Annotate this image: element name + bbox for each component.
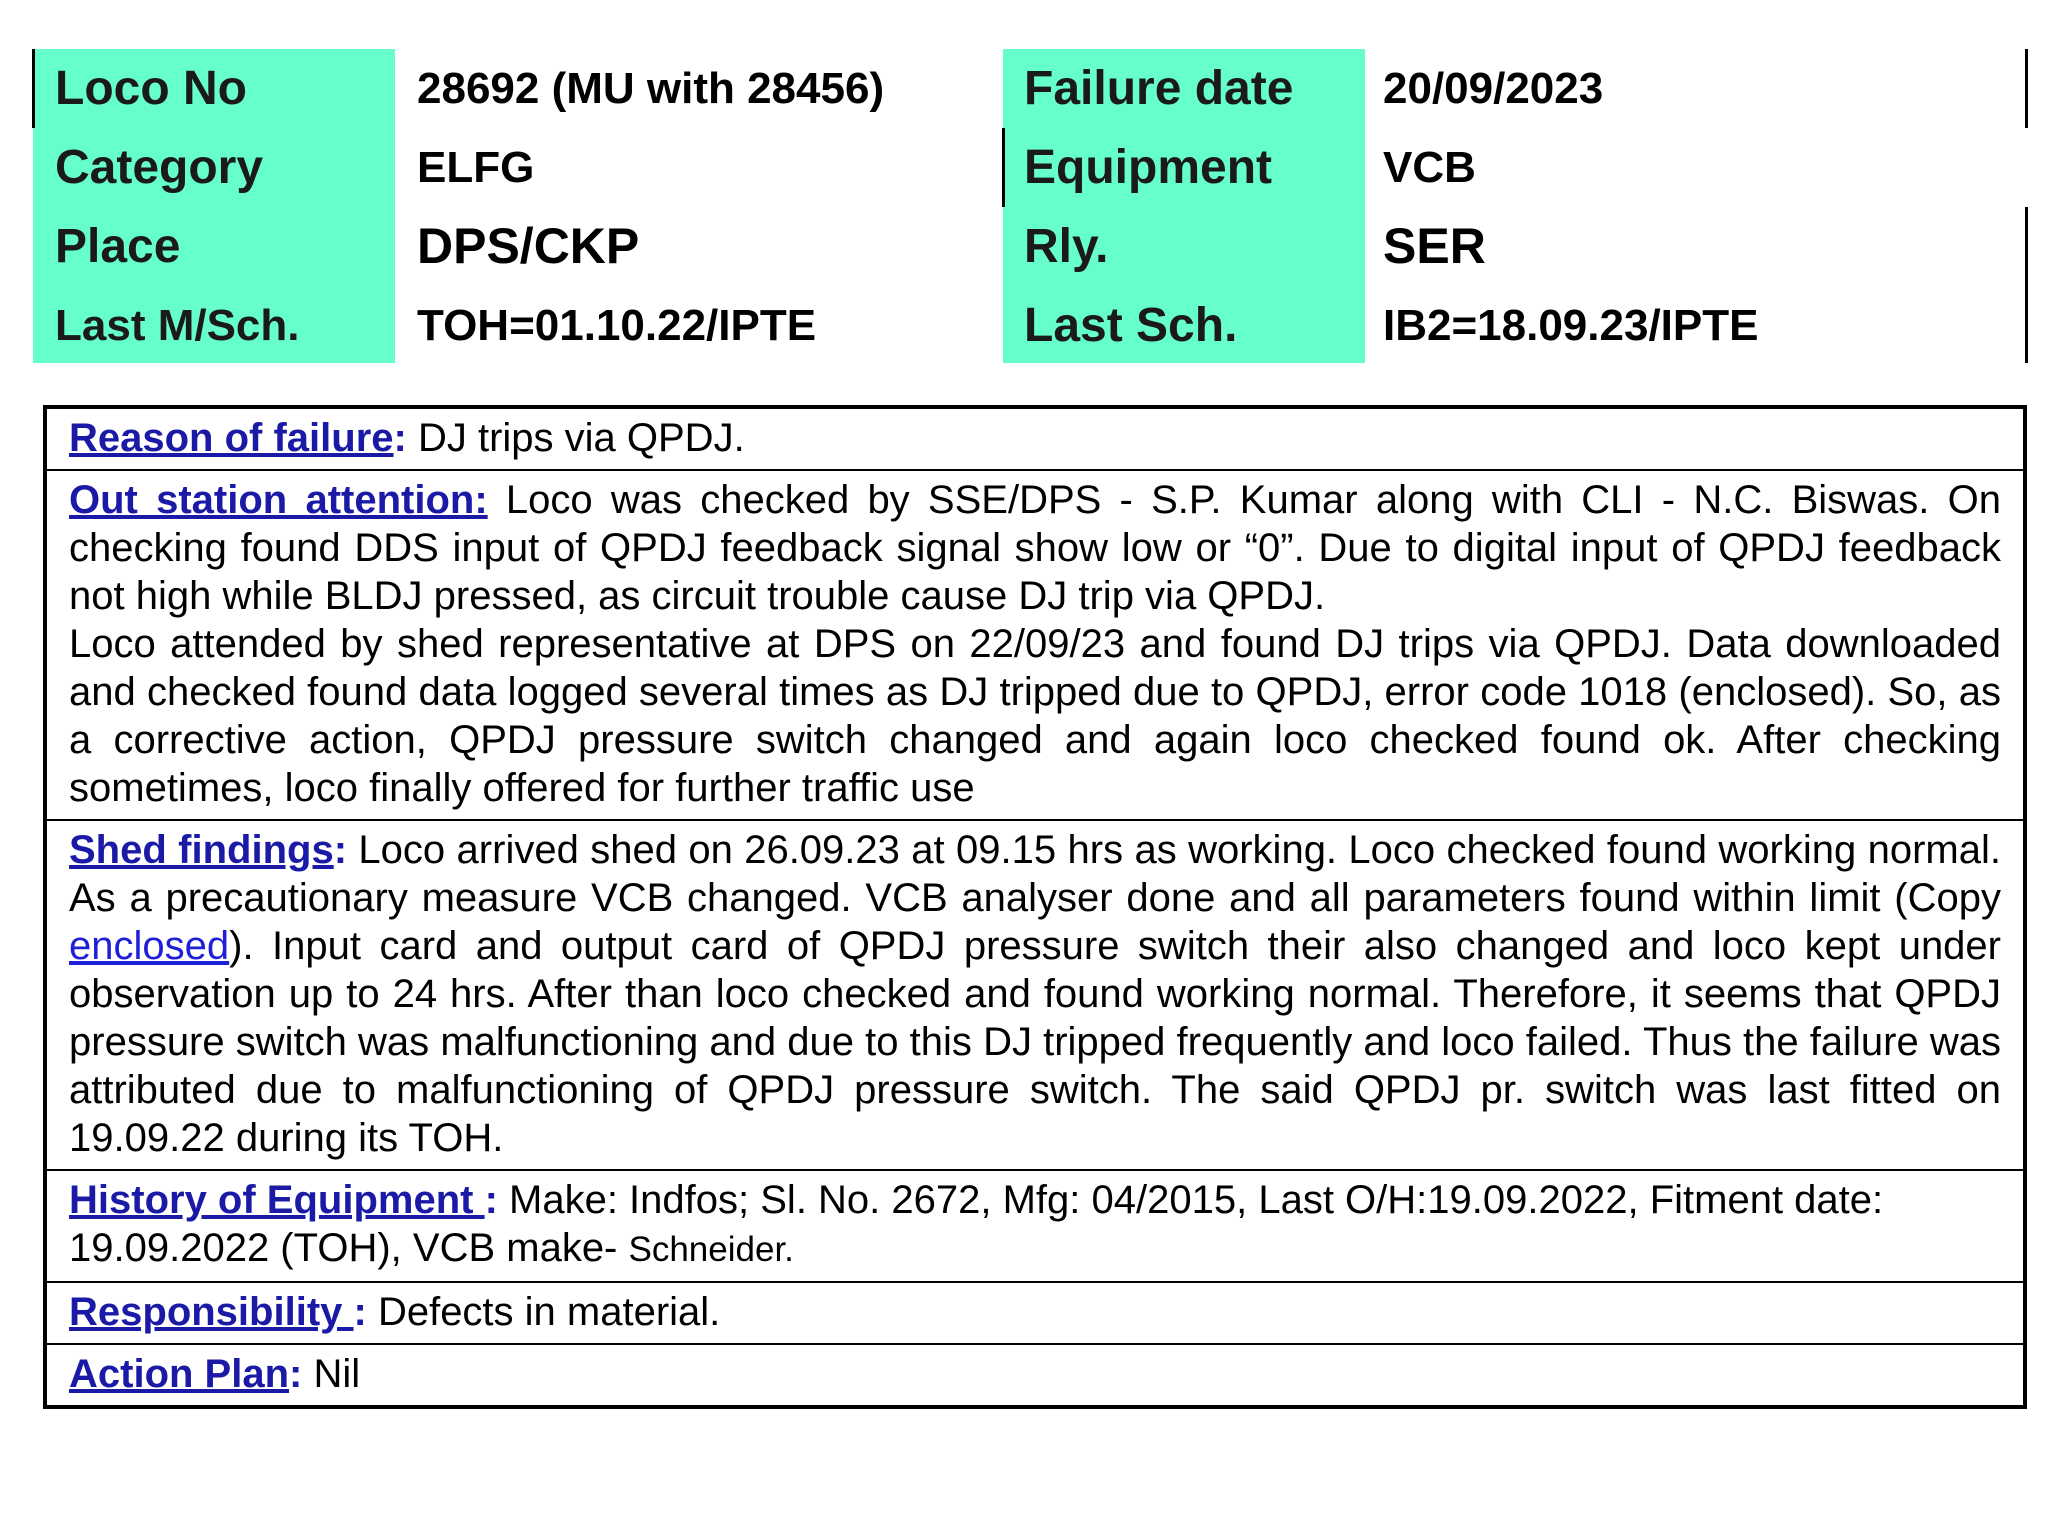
out-station-cell xyxy=(45,470,2025,820)
equipment-value: VCB xyxy=(1383,143,1476,192)
equipment-label: Equipment xyxy=(1024,141,1272,194)
action-plan-text: Nil xyxy=(302,1352,361,1396)
history-cell xyxy=(45,1170,2025,1282)
rly-value: SER xyxy=(1383,218,1486,274)
shed-findings-colon: : xyxy=(333,828,348,872)
history-colon: : xyxy=(484,1178,498,1222)
shed-findings-text-1: Loco arrived shed on 26.09.23 at 09.15 hrs as working. Loco checked found working normal. As a precautionary measure VCB changed. VCB analyser done and all parameters found within limit (Copy xyxy=(69,828,2002,920)
header-divider xyxy=(1002,128,1005,207)
responsibility-title: Responsibility xyxy=(69,1290,354,1334)
history-row xyxy=(45,1170,2025,1282)
out-station-row xyxy=(45,470,2025,820)
header-divider xyxy=(2025,49,2028,128)
last-sch-label: Last Sch. xyxy=(1024,299,1238,352)
reason-title: Reason of failure xyxy=(69,416,394,460)
responsibility-cell xyxy=(45,1282,2025,1344)
responsibility-colon: : xyxy=(353,1290,367,1334)
history-text: Make: Indfos; Sl. No. 2672, Mfg: 04/2015, Last O/H:19.09.2022, Fitment date: 19.09.2022 (TOH), VCB make- xyxy=(69,1178,1884,1270)
shed-findings-text-2: ). Input card and output card of QPDJ pressure switch their also changed and loco kept under observation up to 24 hrs. After than loco checked and found working normal. Therefore, it seems that QPDJ pressure switch was malfunctioning and due to this DJ tripped frequently and loco failed. Thus the failure was attributed due to malfunctioning of QPDJ pressure switch. The said QPDJ pr. switch was last fitted on 19.09.22 during its TOH. xyxy=(69,924,2001,1160)
failure-report-table xyxy=(43,405,2027,1409)
failure-date-value: 20/09/2023 xyxy=(1383,64,1604,113)
out-station-text-1: Loco was checked by SSE/DPS - S.P. Kumar along with CLI - N.C. Biswas. On checking found DDS input of QPDJ feedback signal show low or “0”. Due to digital input of QPDJ feedback not high while BLDJ pressed, as circuit trouble cause DJ trip via QPDJ. xyxy=(69,478,2001,618)
enclosed-link[interactable]: enclosed xyxy=(69,924,230,968)
last-msch-value: TOH=01.10.22/IPTE xyxy=(417,301,817,350)
out-station-text-2: Loco attended by shed representative at DPS on 22/09/23 and found DJ trips via QPDJ. Data downloaded and checked found data logged several times as DJ tripped due to QPDJ, error code 1018 (enclosed). So, as a corrective action, QPDJ pressure switch changed and again loco checked found ok. After checking sometimes, loco finally offered for further traffic use xyxy=(69,622,2001,810)
action-plan-title: Action Plan xyxy=(69,1352,290,1396)
responsibility-row xyxy=(45,1282,2025,1344)
failure-date-label: Failure date xyxy=(1024,62,1294,115)
last-msch-label: Last M/Sch. xyxy=(55,301,300,350)
reason-cell xyxy=(45,407,2025,470)
action-plan-row xyxy=(45,1344,2025,1407)
header-divider xyxy=(2025,207,2028,363)
loco-no-value: 28692 (MU with 28456) xyxy=(417,64,885,113)
last-sch-value: IB2=18.09.23/IPTE xyxy=(1383,301,1759,350)
action-plan-cell xyxy=(45,1344,2025,1407)
rly-label: Rly. xyxy=(1024,220,1109,273)
history-title: History of Equipment xyxy=(69,1178,485,1222)
responsibility-text: Defects in material. xyxy=(366,1290,721,1334)
category-value: ELFG xyxy=(417,143,535,192)
header-divider xyxy=(32,49,35,128)
loco-no-label: Loco No xyxy=(55,62,247,115)
category-label: Category xyxy=(55,141,264,194)
place-label: Place xyxy=(55,220,181,273)
place-value: DPS/CKP xyxy=(417,218,640,274)
shed-findings-title: Shed findings xyxy=(69,828,334,872)
shed-findings-cell xyxy=(45,820,2025,1170)
shed-findings-row xyxy=(45,820,2025,1170)
vcb-make: Schneider. xyxy=(628,1230,794,1269)
out-station-title: Out station attention: xyxy=(69,478,488,522)
action-plan-colon: : xyxy=(289,1352,303,1396)
reason-text: DJ trips via QPDJ. xyxy=(406,416,745,460)
reason-colon: : xyxy=(393,416,407,460)
reason-row xyxy=(45,407,2025,470)
